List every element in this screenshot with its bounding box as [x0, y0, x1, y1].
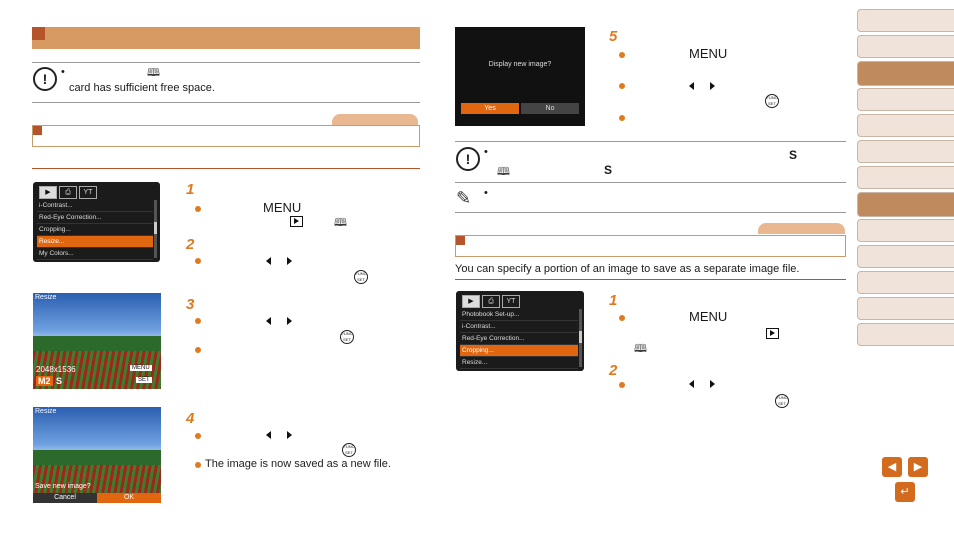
menu-scrollbar — [579, 309, 582, 367]
print-tab: ⎙ — [482, 295, 500, 308]
menu-back-button: MENU — [132, 365, 150, 371]
cancel-button: Cancel — [33, 493, 97, 503]
playback-tab: ▶ — [462, 295, 480, 308]
caution-text: card has sufficient free space. — [69, 82, 215, 94]
sidebar-tab-4[interactable] — [857, 88, 954, 111]
step-number: 4 — [186, 410, 195, 427]
sidebar-tab-10[interactable] — [857, 245, 954, 268]
m2-size-badge: M2 — [38, 376, 51, 386]
func-set-icon: FUNC SET — [355, 271, 367, 282]
prev-page-button[interactable]: ◀ — [882, 457, 902, 477]
right-arrow-icon — [287, 431, 292, 439]
display-dialog-screenshot — [455, 27, 585, 126]
left-arrow-icon — [689, 82, 694, 90]
section-rule — [32, 168, 420, 169]
book-reference-icon: 🕮 — [634, 343, 647, 355]
left-arrow-icon — [266, 317, 271, 325]
menu-button-label: MENU — [689, 46, 728, 61]
menu-row: Red-Eye Correction... — [37, 212, 153, 224]
cropping-intro: You can specify a portion of an image to save as a separate image file. — [455, 263, 800, 275]
sidebar-tab-13[interactable] — [857, 323, 954, 346]
s-size-label: S — [789, 148, 798, 162]
step-bullet — [619, 115, 625, 121]
menu-row: i-Contrast... — [460, 321, 578, 333]
right-arrow-icon — [287, 317, 292, 325]
step-bullet — [619, 52, 625, 58]
step-number: 2 — [186, 236, 195, 253]
set-button: SET — [138, 377, 150, 383]
caution-top-rule — [455, 141, 846, 142]
sidebar-tab-6[interactable] — [857, 140, 954, 163]
right-arrow-icon — [287, 257, 292, 265]
menu-row-selected: Cropping... — [460, 345, 578, 357]
menu-row: Red-Eye Correction... — [460, 333, 578, 345]
image-size-label: 2048x1536 — [36, 365, 76, 374]
func-set-icon: FUNC SET — [341, 331, 353, 342]
step-number: 1 — [609, 292, 618, 309]
sidebar-tab-2[interactable] — [857, 35, 954, 58]
menu-scrollbar — [154, 200, 157, 258]
section-rule — [455, 279, 846, 280]
step-bullet — [195, 258, 201, 264]
note-bullet: • — [484, 187, 488, 199]
sidebar-tab-9[interactable] — [857, 219, 954, 242]
menu-button-label: MENU — [263, 200, 302, 215]
note-bottom-rule — [455, 212, 846, 213]
camera-menu-screenshot — [456, 291, 584, 371]
menu-row-selected: Resize... — [37, 236, 153, 248]
caution-bottom-rule — [455, 182, 846, 183]
pencil-note-icon: ✎ — [456, 188, 472, 208]
sidebar-tab-12[interactable] — [857, 297, 954, 320]
sidebar-tab-5[interactable] — [857, 114, 954, 137]
print-tab: ⎙ — [59, 186, 77, 199]
caution-bottom-rule — [32, 102, 420, 103]
step-bullet — [619, 83, 625, 89]
step-number: 1 — [186, 181, 195, 198]
left-arrow-icon — [266, 257, 271, 265]
ok-button: OK — [97, 493, 161, 503]
playback-icon — [766, 328, 779, 339]
section-tab-pill — [758, 223, 845, 234]
step-bullet — [195, 206, 201, 212]
right-arrow-icon — [710, 380, 715, 388]
dialog-prompt: Display new image? — [488, 61, 552, 68]
step-bullet — [619, 315, 625, 321]
section-tab-pill — [332, 114, 418, 125]
left-arrow-icon — [266, 431, 271, 439]
s-size-label: S — [56, 376, 63, 386]
next-page-button[interactable]: ▶ — [908, 457, 928, 477]
menu-row: i-Contrast... — [37, 200, 153, 212]
section-title-bar — [455, 235, 846, 257]
menu-row: My Colors... — [37, 248, 153, 260]
playback-icon — [290, 216, 303, 227]
sidebar-tab-3[interactable] — [857, 61, 954, 86]
resize-title: Resize — [35, 294, 57, 301]
back-button[interactable]: ↵ — [895, 482, 915, 502]
func-set-icon: FUNC SET — [766, 95, 778, 106]
save-screenshot — [33, 407, 161, 503]
step-bullet — [195, 318, 201, 324]
right-arrow-icon — [710, 82, 715, 90]
book-reference-icon: 🕮 — [147, 67, 160, 79]
save-prompt: Save new image? — [35, 483, 91, 490]
step-bullet — [195, 462, 201, 468]
book-reference-icon: 🕮 — [334, 217, 347, 229]
setup-tab: YT — [79, 186, 97, 199]
step-bullet — [619, 382, 625, 388]
menu-row: Resize... — [460, 357, 578, 369]
resize-title: Resize — [35, 408, 57, 415]
sidebar-tab-1[interactable] — [857, 9, 954, 32]
menu-row: Cropping... — [37, 224, 153, 236]
step-bullet — [195, 433, 201, 439]
camera-menu-screenshot — [33, 182, 160, 262]
chapter-header-marker — [32, 27, 45, 40]
sidebar-tab-7[interactable] — [857, 166, 954, 189]
sidebar-tab-11[interactable] — [857, 271, 954, 294]
caution-icon: ! — [33, 67, 57, 91]
caution-top-rule — [32, 62, 420, 63]
step-number: 5 — [609, 28, 618, 45]
no-button: No — [521, 103, 579, 114]
playback-tab: ▶ — [39, 186, 57, 199]
step-bullet — [195, 347, 201, 353]
s-size-label: S — [604, 163, 613, 177]
setup-tab: YT — [502, 295, 520, 308]
book-reference-icon: 🕮 — [497, 166, 510, 178]
section-title-bar — [32, 125, 420, 147]
saved-note: The image is now saved as a new file. — [205, 458, 391, 470]
step-number: 2 — [609, 362, 618, 379]
step-number: 3 — [186, 296, 195, 313]
chapter-header-band — [32, 27, 420, 49]
func-set-icon: FUNC SET — [343, 444, 355, 455]
caution-bullet: • — [61, 66, 65, 78]
menu-row: Photobook Set-up... — [460, 309, 578, 321]
caution-icon: ! — [456, 147, 480, 171]
menu-button-label: MENU — [689, 309, 728, 324]
func-set-icon: FUNC SET — [776, 395, 788, 406]
yes-button: Yes — [461, 103, 519, 114]
sidebar-tab-8[interactable] — [857, 192, 954, 217]
left-arrow-icon — [689, 380, 694, 388]
caution-bullet: • — [484, 146, 488, 158]
resize-screenshot — [33, 293, 161, 389]
